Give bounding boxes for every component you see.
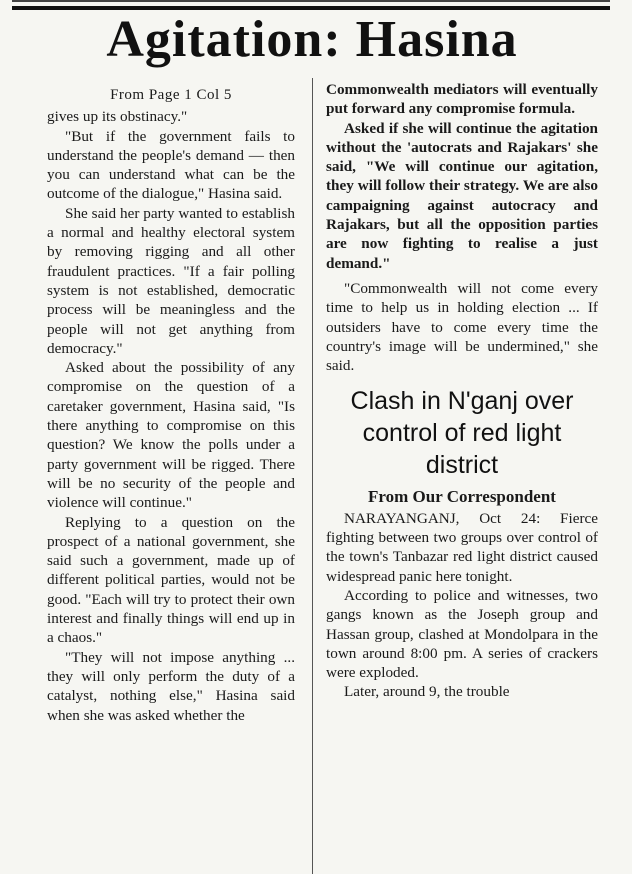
paragraph: Commonwealth mediators will eventually put forward any compromise formula. bbox=[326, 81, 598, 118]
paragraph: According to police and witnesses, two gangs known as the Joseph group and Hassan group, clashed at Mondolpara in the town around 8:00 pm. A series of crackers were exploded. bbox=[326, 586, 598, 682]
headline: Agitation: Hasina bbox=[106, 11, 518, 68]
paragraph: Asked if she will continue the agitation without the 'autocrats and Rajakars' she said, "We will continue our agitation, they will follow their strategy. We are also campaigning against autocracy and Rajakars, but all the opposition parties are now fighting to realise a just demand." bbox=[326, 119, 598, 272]
top-rule bbox=[12, 6, 610, 10]
paragraph: NARAYANGANJ, Oct 24: Fierce fighting between two groups over control of the town's Tanbazar red light district caused widespread panic here tonight. bbox=[326, 509, 598, 585]
paragraph: Replying to a question on the prospect of a national government, she said such a government, made up of different political parties, would not be good. "Each will try to protect their own interest and finally things will end up in a chaos." bbox=[47, 513, 295, 647]
jump-line: From Page 1 Col 5 bbox=[110, 87, 232, 103]
column-divider bbox=[312, 78, 313, 874]
paragraph: Later, around 9, the trouble bbox=[344, 683, 510, 701]
top-thin-rule bbox=[12, 0, 610, 2]
paragraph: She said her party wanted to establish a normal and healthy electoral system by removing rigging and all other fraudulent practices. "If a fair polling system is not established, democratic process will be meaningless and the people will not get anything from democracy." bbox=[47, 204, 295, 357]
paragraph: gives up its obstinacy." bbox=[47, 108, 188, 126]
paragraph: "But if the government fails to understand the people's demand — then you can understand what can be the outcome of the dialogue," Hasina said. bbox=[47, 127, 295, 203]
paragraph: Asked about the possibility of any compromise on the question of a caretaker government, Hasina said, "Is there anything to compromise on this question? We know the polls under a party government will be rigged. There will be no security of the people and violence will continue." bbox=[47, 359, 295, 512]
left-column bbox=[47, 82, 295, 725]
paragraph: "Commonwealth will not come every time to help us in holding election ... If outsiders have to come every time the country's image will be undermined," she said. bbox=[326, 279, 598, 375]
paragraph: "They will not impose anything ... they will only perform the duty of a catalyst, nothing else," Hasina said when she was asked whether the bbox=[47, 648, 295, 724]
byline: From Our Correspondent bbox=[368, 487, 556, 507]
second-story-headline: Clash in N'ganj over control of red light district bbox=[350, 387, 574, 480]
right-column bbox=[326, 80, 598, 702]
